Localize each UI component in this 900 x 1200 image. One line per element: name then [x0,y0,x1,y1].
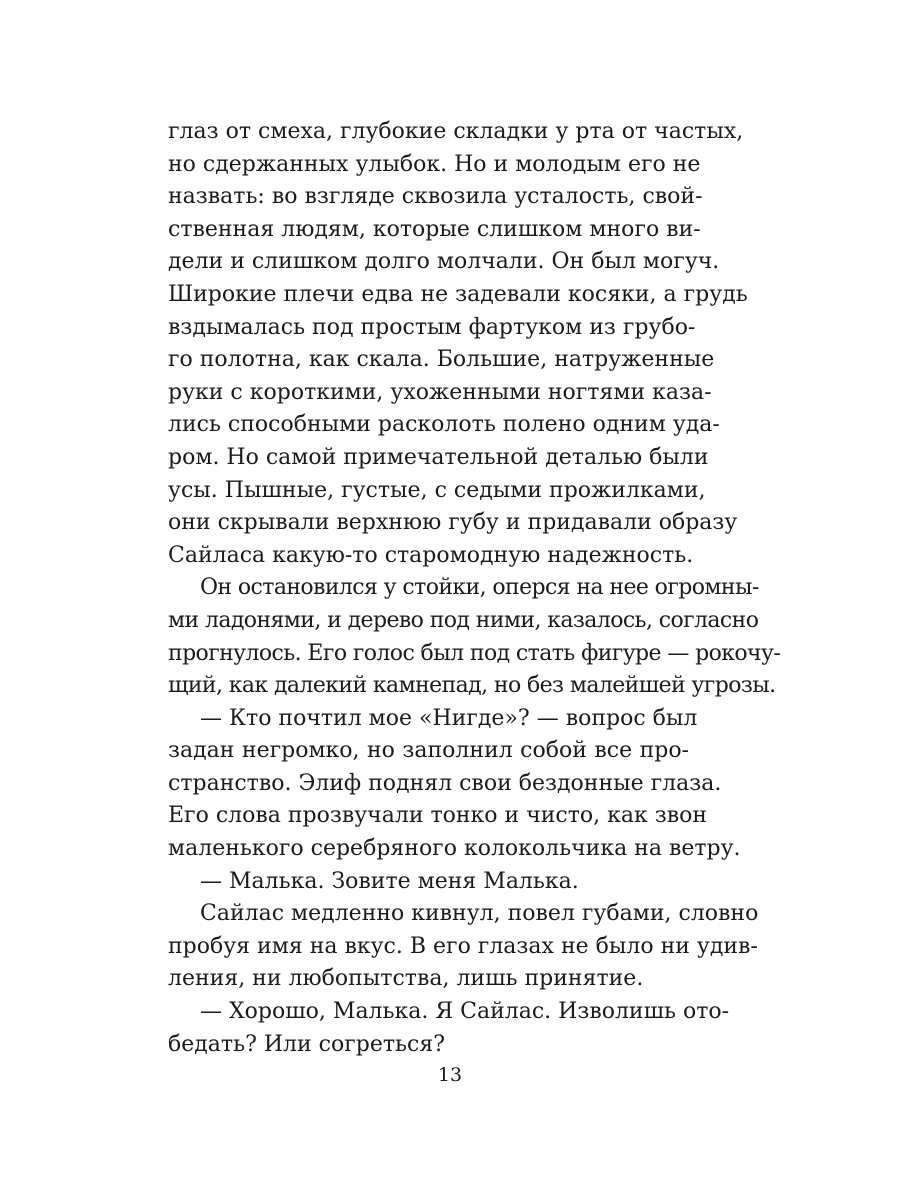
text-line: щий, как далекий камнепад, но без малейшей угрозы. [168,673,776,699]
text-line: дели и слишком долго молчали. Он был могуч. [168,249,720,275]
text-line: глаз от смеха, глубокие складки у рта от частых, [168,119,744,144]
text-line: усы. Пышные, густые, с седыми прожилками, [168,477,706,503]
text-line: ром. Но самой примечательной деталью были [168,444,709,470]
text-line: лись способными расколоть полено одним уда- [168,412,720,438]
paragraph [168,572,781,702]
text-line: Его слова прозвучали тонко и чисто, как звон [168,803,708,829]
text-line: бедать? Или согреться? [168,1031,446,1057]
page-number: 13 [437,1064,463,1086]
text-line: — Кто почтил мое «Нигде»? — вопрос был [200,705,698,731]
text-line: пробуя имя на вкус. В его глазах не было ни удив- [168,933,758,959]
text-line: назвать: во взгляде сквозила усталость, свой- [168,184,703,210]
text-line: задан негромко, но заполнил собой все про- [168,738,689,764]
text-line: — Хорошо, Малька. Я Сайлас. Изволишь ото- [200,999,730,1025]
paragraph [168,898,759,996]
text-line: но сдержанных улыбок. Но и молодым его не [168,151,701,177]
text-line: прогнулось. Его голос был под стать фигуре — рокочу- [168,640,781,666]
text-line: го полотна, как скала. Большие, натруженные [168,347,715,373]
text-line: Широкие плечи едва не задевали косяки, а грудь [168,281,748,307]
text-line: ственная людям, которые слишком много ви- [168,216,701,242]
text-line: маленького серебряного колокольчика на ветру. [168,836,741,862]
text-line: Сайласа какую-то старомодную надежность. [168,542,694,568]
paragraph [168,703,741,866]
text-line: Он остановился у стойки, оперся на нее огромны- [200,575,759,601]
text-line: вздымалась под простым фартуком из грубо- [168,314,696,340]
text-line: странство. Элиф поднял свои бездонные глаза. [168,770,722,796]
text-line: они скрывали верхнюю губу и придавали образу [168,510,738,536]
text-line: руки с короткими, ухоженными ногтями каза- [168,379,712,405]
text-line: ления, ни любопытства, лишь принятие. [168,966,644,992]
paragraph [168,116,748,572]
paragraph [168,996,730,1061]
paragraph [168,866,689,899]
text-line: Сайлас медленно кивнул, повел губами, словно [200,901,759,927]
text-line: ми ладонями, и дерево под ними, казалось, согласно [168,607,759,633]
text-line: — Малька. Зовите меня Малька. [200,868,579,894]
body-text [168,116,781,1061]
